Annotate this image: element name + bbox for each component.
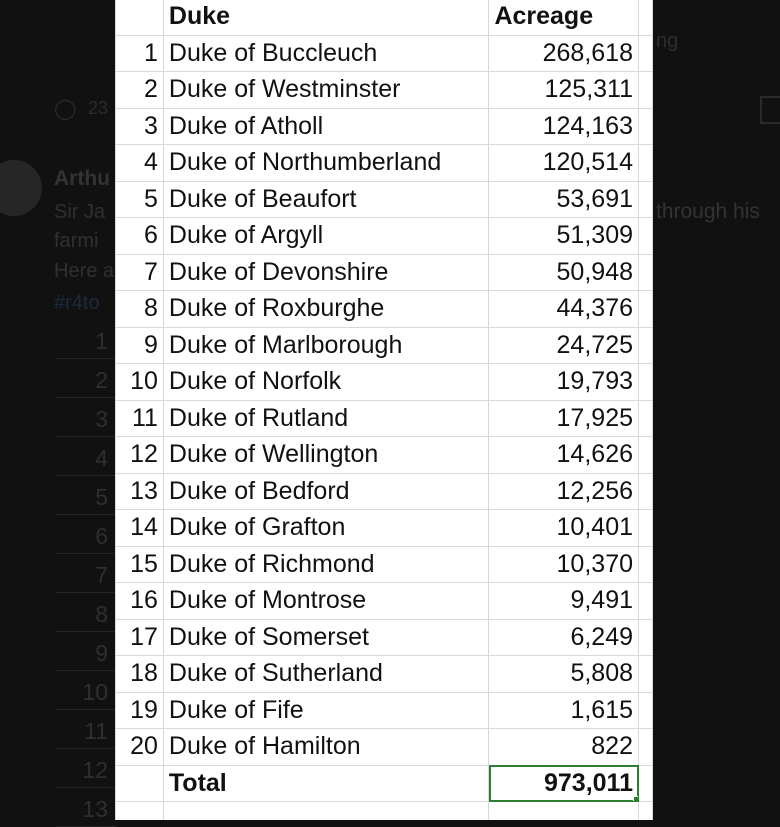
post-text-line: Sir Ja [54,201,106,223]
rank-cell[interactable]: 4 [116,145,164,182]
fill-handle[interactable] [633,796,639,802]
rank-cell[interactable]: 14 [116,510,164,547]
duke-cell[interactable]: Duke of Northumberland [163,145,489,182]
rank-cell[interactable]: 3 [116,108,164,145]
table-row [116,473,653,510]
empty-cell[interactable] [639,437,653,474]
background-gridline [56,670,116,671]
acreage-cell[interactable]: 50,948 [489,254,639,291]
table-row [116,181,653,218]
empty-cell[interactable] [639,72,653,109]
duke-cell[interactable]: Duke of Somerset [163,619,489,656]
acreage-cell[interactable]: 6,249 [489,619,639,656]
acreage-cell[interactable]: 125,311 [489,72,639,109]
table-row [116,327,653,364]
duke-cell[interactable]: Duke of Grafton [163,510,489,547]
table-row [116,218,653,255]
background-row-number: 9 [95,640,108,666]
table-row [116,145,653,182]
empty-cell[interactable] [639,218,653,255]
duke-cell[interactable]: Duke of Sutherland [163,656,489,693]
empty-cell[interactable] [163,802,489,821]
background-row-number: 6 [95,523,108,549]
acreage-cell[interactable]: 51,309 [489,218,639,255]
acreage-cell[interactable]: 14,626 [489,437,639,474]
table-row [116,291,653,328]
background-gridline [56,475,116,476]
post-text-line: farmi [54,230,99,252]
rank-cell[interactable]: 6 [116,218,164,255]
table-row [116,400,653,437]
duke-cell[interactable]: Duke of Richmond [163,546,489,583]
background-row-number: 12 [82,757,108,783]
acreage-cell[interactable]: 17,925 [489,400,639,437]
header-acreage[interactable]: Acreage [489,0,639,35]
background-row-number: 1 [95,328,108,354]
total-row [116,765,653,802]
background-row-number: 4 [95,445,108,471]
rank-cell[interactable]: 12 [116,437,164,474]
background-row-number: 8 [95,601,108,627]
avatar [0,160,42,216]
background-row-number: 2 [95,367,108,393]
header-rank-cell[interactable] [116,0,164,35]
background-row-number: 3 [95,406,108,432]
rank-cell[interactable]: 9 [116,327,164,364]
duke-cell[interactable]: Duke of Westminster [163,72,489,109]
background-row-number: 13 [82,796,108,822]
table-row [116,656,653,693]
rank-cell[interactable]: 20 [116,729,164,766]
background-gridline [56,358,116,359]
background-text: ng [656,30,679,52]
table-row [116,583,653,620]
header-row [116,0,653,35]
table-row [116,729,653,766]
empty-cell[interactable] [639,510,653,547]
empty-cell[interactable] [116,765,164,802]
background-gridline [56,709,116,710]
empty-cell[interactable] [639,400,653,437]
empty-cell[interactable] [639,765,653,802]
rank-cell[interactable]: 2 [116,72,164,109]
background-text: through his [656,200,760,223]
acreage-cell[interactable]: 44,376 [489,291,639,328]
table-row [116,35,653,72]
empty-cell[interactable] [639,546,653,583]
duke-cell[interactable]: Duke of Montrose [163,583,489,620]
rank-cell[interactable]: 11 [116,400,164,437]
total-value: 973,011 [544,768,633,797]
duke-cell[interactable]: Duke of Rutland [163,400,489,437]
empty-cell[interactable] [639,692,653,729]
rank-cell[interactable]: 19 [116,692,164,729]
bookmark-icon [760,96,780,124]
empty-cell[interactable] [639,729,653,766]
table-row [116,108,653,145]
duke-cell[interactable]: Duke of Buccleuch [163,35,489,72]
acreage-cell[interactable]: 53,691 [489,181,639,218]
rank-cell[interactable]: 15 [116,546,164,583]
rank-cell[interactable]: 17 [116,619,164,656]
rank-cell[interactable]: 7 [116,254,164,291]
empty-cell[interactable] [639,35,653,72]
background-gridline [56,553,116,554]
duke-cell[interactable]: Duke of Fife [163,692,489,729]
acreage-cell[interactable]: 9,491 [489,583,639,620]
acreage-cell[interactable]: 822 [489,729,639,766]
table-row [116,619,653,656]
acreage-cell[interactable]: 124,163 [489,108,639,145]
rank-cell[interactable]: 8 [116,291,164,328]
duke-cell[interactable]: Duke of Hamilton [163,729,489,766]
background-gridline [56,514,116,515]
rank-cell[interactable]: 18 [116,656,164,693]
background-row-number: 11 [84,718,108,744]
empty-cell[interactable] [639,364,653,401]
table-row [116,364,653,401]
acreage-cell[interactable]: 19,793 [489,364,639,401]
empty-cell[interactable] [639,291,653,328]
empty-row [116,802,653,821]
duke-cell[interactable]: Duke of Wellington [163,437,489,474]
background-gridline [56,631,116,632]
duke-cell[interactable]: Duke of Bedford [163,473,489,510]
duke-cell[interactable]: Duke of Devonshire [163,254,489,291]
acreage-cell[interactable]: 24,725 [489,327,639,364]
post-text-line: Here a [54,260,115,282]
duke-cell[interactable]: Duke of Roxburghe [163,291,489,328]
empty-cell[interactable] [639,108,653,145]
rank-cell[interactable]: 5 [116,181,164,218]
header-duke[interactable]: Duke [163,0,489,35]
acreage-cell[interactable]: 268,618 [489,35,639,72]
background-row-number: 5 [95,484,108,510]
empty-cell[interactable] [639,802,653,821]
acreage-cell[interactable]: 10,401 [489,510,639,547]
empty-cell[interactable] [639,583,653,620]
table-row [116,692,653,729]
empty-cell[interactable] [639,619,653,656]
empty-cell[interactable] [639,473,653,510]
empty-cell[interactable] [116,802,164,821]
total-value-selected-cell[interactable] [489,765,639,802]
table-row [116,72,653,109]
background-gridline [56,787,116,788]
spreadsheet-image [115,0,653,820]
table-row [116,546,653,583]
background-gridline [56,748,116,749]
background-row-number: 7 [95,562,108,588]
duke-acreage-table [115,0,653,820]
rank-cell[interactable]: 10 [116,364,164,401]
table-row [116,437,653,474]
author-name: Arthu [54,167,110,190]
background-row-number: 10 [82,679,108,705]
empty-cell[interactable] [639,656,653,693]
background-gridline [56,592,116,593]
hashtag-link: #r4to [54,292,100,314]
comment-count: 23 [88,98,109,118]
table-row [116,510,653,547]
empty-cell[interactable] [639,327,653,364]
background-gridline [56,436,116,437]
acreage-cell[interactable]: 1,615 [489,692,639,729]
acreage-cell[interactable]: 120,514 [489,145,639,182]
rank-cell[interactable]: 1 [116,35,164,72]
rank-cell[interactable]: 13 [116,473,164,510]
total-label[interactable]: Total [163,765,489,802]
acreage-cell[interactable]: 5,808 [489,656,639,693]
duke-cell[interactable]: Duke of Norfolk [163,364,489,401]
empty-cell[interactable] [639,0,653,35]
duke-cell[interactable]: Duke of Argyll [163,218,489,255]
empty-cell[interactable] [639,181,653,218]
empty-cell[interactable] [489,802,639,821]
table-row [116,254,653,291]
rank-cell[interactable]: 16 [116,583,164,620]
acreage-cell[interactable]: 12,256 [489,473,639,510]
duke-cell[interactable]: Duke of Marlborough [163,327,489,364]
background-gridline [56,397,116,398]
duke-cell[interactable]: Duke of Beaufort [163,181,489,218]
duke-cell[interactable]: Duke of Atholl [163,108,489,145]
comment-icon: ◯ [54,98,77,120]
empty-cell[interactable] [639,145,653,182]
acreage-cell[interactable]: 10,370 [489,546,639,583]
empty-cell[interactable] [639,254,653,291]
